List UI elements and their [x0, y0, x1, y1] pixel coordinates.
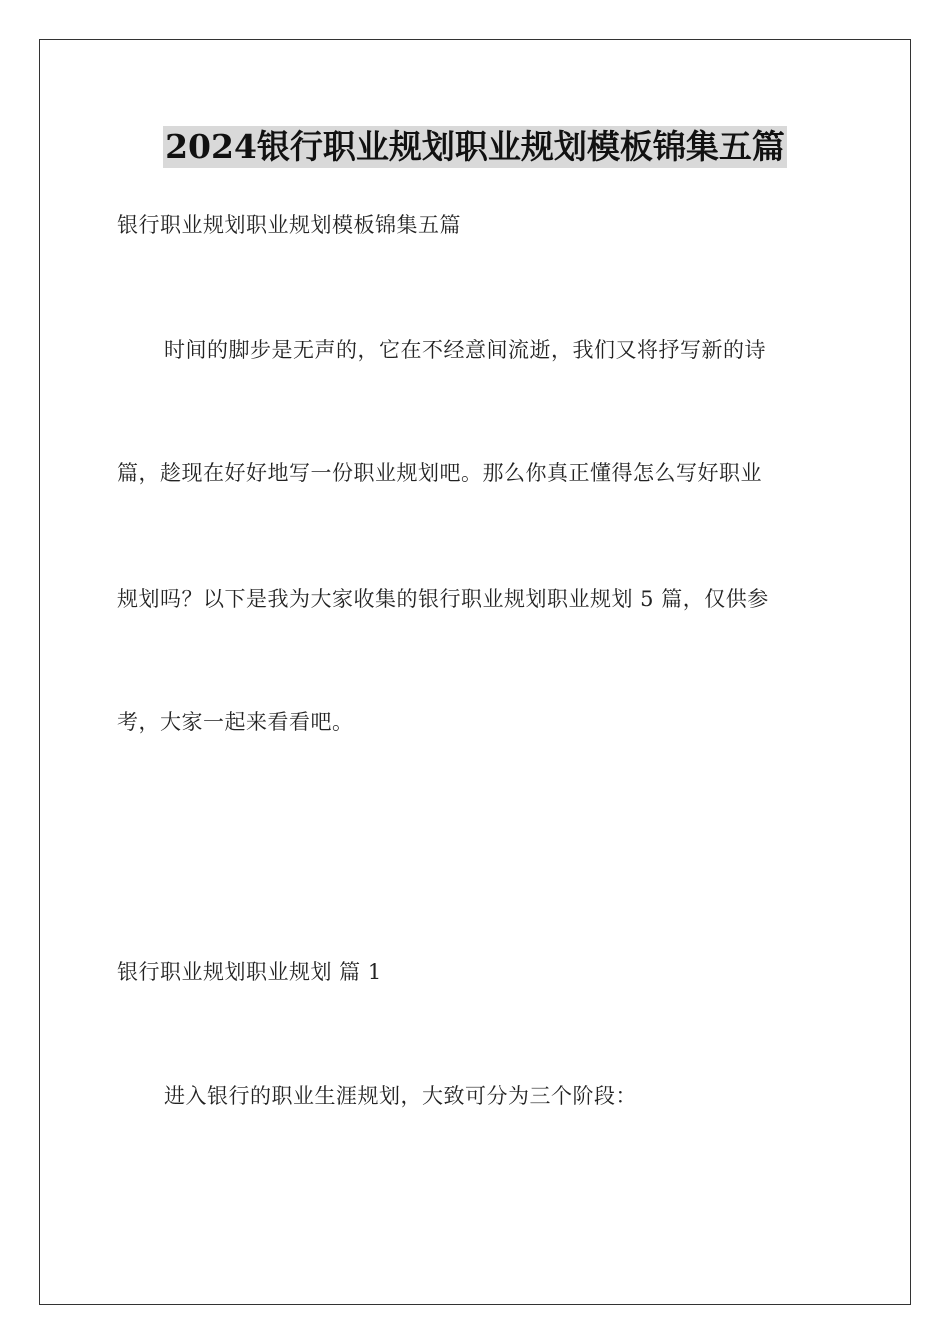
intro-line-3: 规划吗？以下是我为大家收集的银行职业规划职业规划 5 篇，仅供参	[117, 587, 769, 611]
title-container	[0, 126, 950, 168]
section-heading: 银行职业规划职业规划 篇 1	[117, 960, 382, 984]
intro-line-4: 考，大家一起来看看吧。	[117, 710, 354, 734]
intro-line-1: 时间的脚步是无声的，它在不经意间流逝，我们又将抒写新的诗	[164, 338, 766, 362]
intro-line-2: 篇，趁现在好好地写一份职业规划吧。那么你真正懂得怎么写好职业	[117, 461, 762, 485]
section-paragraph-line: 进入银行的职业生涯规划，大致可分为三个阶段：	[164, 1084, 637, 1108]
document-title: 2024银行职业规划职业规划模板锦集五篇	[165, 127, 785, 166]
document-subtitle: 银行职业规划职业规划模板锦集五篇	[117, 213, 461, 237]
